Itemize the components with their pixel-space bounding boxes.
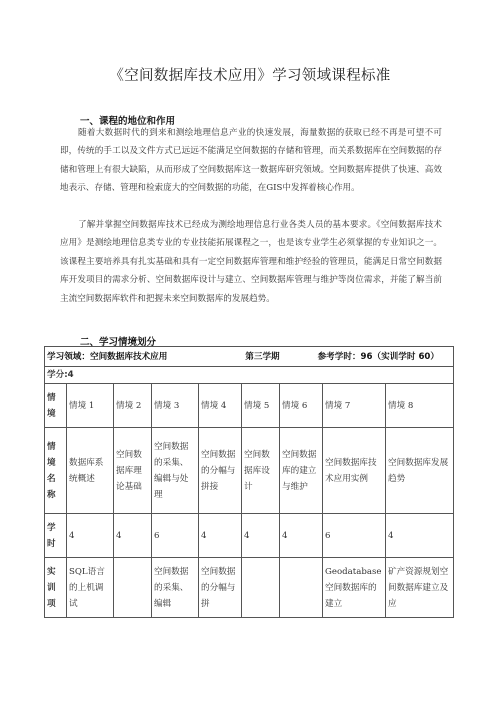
row-label-hours: 学时: [45, 514, 67, 558]
name-cell: 数据库系统概述: [67, 428, 114, 514]
section1-paragraph-1: 随着大数据时代的到来和测绘地理信息产业的快速发展，海量数据的获取已经不再是可望不可即，传统的手工以及文件方式已远远不能满足空间数据的存储和管理，而关系数据库在空间数据的存储和管理上有很大缺陷，从而形成了空间数据库这一数据库研究领域。空间数据库提供了快速、高效地表示、存储、管理和检索庞大的空间数据的功能，在GIS中发挥着核心作用。: [60, 128, 442, 194]
learning-situation-table: [44, 346, 454, 618]
situation-cell: 情境 4: [199, 384, 242, 428]
training-cell: 空间数据的分幅与拼: [199, 558, 242, 618]
field-label: 学习领域：空间数据库技术应用: [47, 351, 168, 362]
table-row-training: [45, 558, 454, 618]
situation-cell: 情境 5: [242, 384, 280, 428]
name-cell: 空间数据库技术应用实例: [323, 428, 386, 514]
semester-label: 第三学期: [245, 351, 280, 362]
situation-cell: 情境 7: [323, 384, 386, 428]
situation-cell: 情境 6: [280, 384, 323, 428]
table-header-line: [45, 347, 454, 367]
table-row-names: [45, 428, 454, 514]
hours-cell: 4: [280, 514, 323, 558]
situation-cell: 情境 2: [114, 384, 152, 428]
situation-cell: 情境 3: [152, 384, 199, 428]
section-heading-2: 二、学习情境划分: [80, 337, 157, 348]
row-label-situation: 情境: [45, 384, 67, 428]
training-cell: 矿产资源规划空间数据库建立及应: [386, 558, 454, 618]
section-heading-1: 一、课程的地位和作用: [80, 116, 176, 127]
name-cell: 空间数据的分幅与拼接: [199, 428, 242, 514]
table-row-hours: [45, 514, 454, 558]
training-cell: Geodatabase空间数据库的建立: [323, 558, 386, 618]
situation-cell: 情境 1: [67, 384, 114, 428]
training-cell: SQL语言的上机调试: [67, 558, 114, 618]
hours-label: 参考学时：96（实训学时 60）: [317, 351, 440, 362]
document-title: 《空间数据库技术应用》学习领域课程标准: [109, 68, 391, 84]
hours-cell: 4: [199, 514, 242, 558]
training-cell: [114, 558, 152, 618]
name-cell: 空间数据的采集、编辑与处理: [152, 428, 199, 514]
training-cell: [242, 558, 280, 618]
hours-cell: 4: [67, 514, 114, 558]
training-cell: [280, 558, 323, 618]
hours-cell: 4: [114, 514, 152, 558]
training-cell: 空间数据的采集、编辑: [152, 558, 199, 618]
hours-cell: 6: [323, 514, 386, 558]
hours-cell: 4: [386, 514, 454, 558]
row-label-training: 实训项: [45, 558, 67, 618]
name-cell: 空间数据库设计: [242, 428, 280, 514]
name-cell: 空间数据库发展趋势: [386, 428, 454, 514]
credits-label: 学分:4: [45, 367, 454, 384]
situation-cell: 情境 8: [386, 384, 454, 428]
table-row-situations: [45, 384, 454, 428]
section1-paragraph-2: 了解并掌握空间数据库技术已经成为测绘地理信息行业各类人员的基本要求。《空间数据库技术应用》是测绘地理信息类专业的专业技能拓展课程之一，也是该专业学生必须掌握的专业知识之一。该课程主要培养具有扎实基础和具有一定空间数据库管理和维护经验的管理员，能满足日常空间数据库开发项目的需求分析、空间数据库设计与建立、空间数据库管理与维护等岗位需求，并能了解当前主流空间数据库软件和把握未来空间数据库的发展趋势。: [60, 220, 442, 304]
name-cell: 空间数据库理论基础: [114, 428, 152, 514]
hours-cell: 6: [152, 514, 199, 558]
row-label-name: 情境名称: [45, 428, 67, 514]
name-cell: 空间数据库的建立与维护: [280, 428, 323, 514]
hours-cell: 4: [242, 514, 280, 558]
